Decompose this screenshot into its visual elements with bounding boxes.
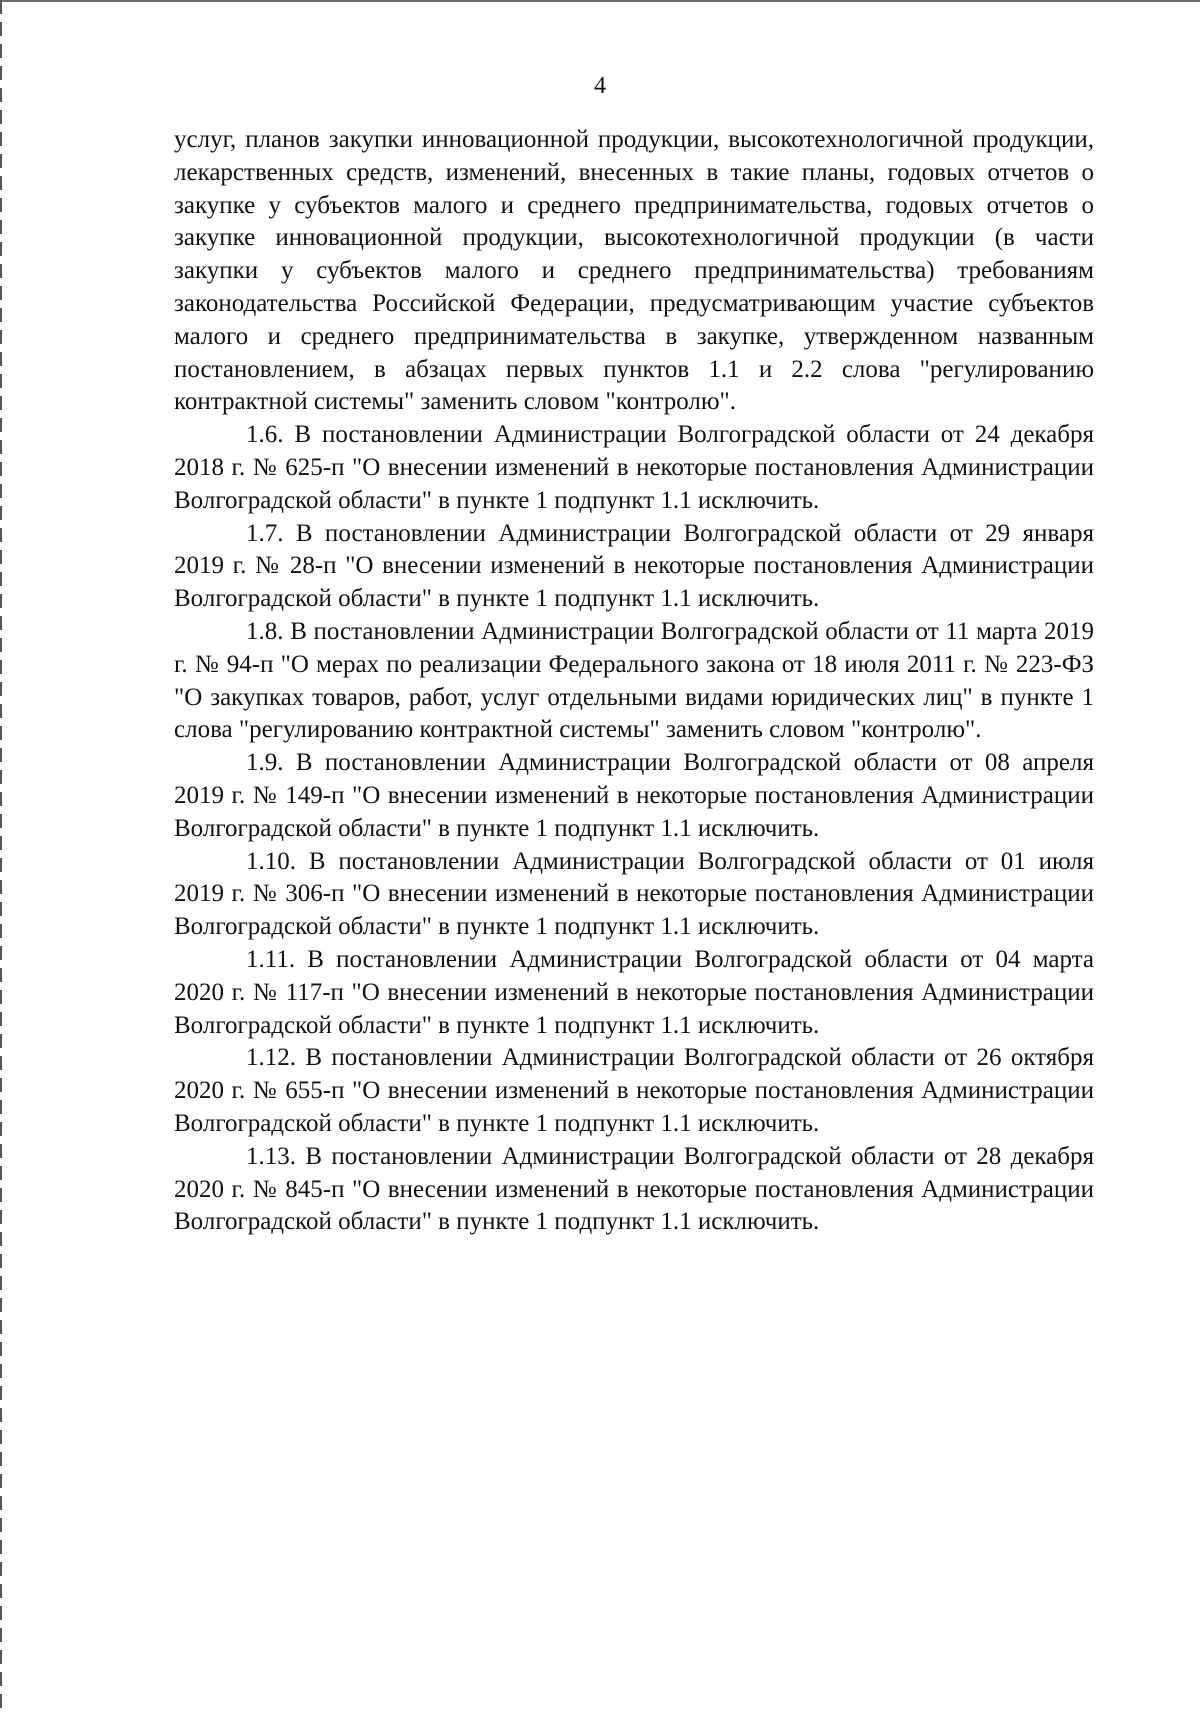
page-number: 4 <box>594 73 606 99</box>
paragraph-continued: услуг, планов закупки инновационной продукции, высокотехнологичной продукции, лекарственных средств, изменений, внесенных в такие планы, годовых отчетов о закупке у субъектов малого и среднего предпринимательства, годовых отчетов о закупке инновационной продукции, высокотехнологичной продукции (в части закупки у субъектов малого и среднего предпринимательства) требованиям законодательства Российской Федерации, предусматривающим участие субъектов малого и среднего предпринимательства в закупке, утвержденном названным постановлением, в абзацах первых пунктов 1.1 и 2.2 слова "регулированию контрактной системы" заменить словом "контролю". <box>174 126 1094 416</box>
paragraph-item-1-10: 1.10. В постановлении Администрации Волгоградской области от 01 июля 2019 г. № 306-п "О внесении изменений в некоторые постановления Администрации Волгоградской области" в пункте 1 подпункт 1.1 исключить. <box>174 847 1094 941</box>
paragraph-item-1-13: 1.13. В постановлении Администрации Волгоградской области от 28 декабря 2020 г. № 845-п "О внесении изменений в некоторые постановления Администрации Волгоградской области" в пункте 1 подпункт 1.1 исключить. <box>174 1142 1094 1236</box>
paragraph-item-1-12: 1.12. В постановлении Администрации Волгоградской области от 26 октября 2020 г. № 655-п "О внесении изменений в некоторые постановления Администрации Волгоградской области" в пункте 1 подпункт 1.1 исключить. <box>174 1044 1094 1137</box>
document-body <box>174 124 1094 1239</box>
paragraph-item-1-7: 1.7. В постановлении Администрации Волгоградской области от 29 января 2019 г. № 28-п "О внесении изменений в некоторые постановления Администрации Волгоградской области" в пункте 1 подпункт 1.1 исключить. <box>174 519 1094 613</box>
paragraph-item-1-9: 1.9. В постановлении Администрации Волгоградской области от 08 апреля 2019 г. № 149-п "О внесении изменений в некоторые постановления Администрации Волгоградской области" в пункте 1 подпункт 1.1 исключить. <box>174 749 1094 842</box>
paragraph-item-1-11: 1.11. В постановлении Администрации Волгоградской области от 04 марта 2020 г. № 117-п "О внесении изменений в некоторые постановления Администрации Волгоградской области" в пункте 1 подпункт 1.1 исключить. <box>174 945 1094 1039</box>
paragraph-item-1-8: 1.8. В постановлении Администрации Волгоградской области от 11 марта 2019 г. № 94-п "О мерах по реализации Федерального закона от 18 июля 2011 г. № 223-ФЗ "О закупках товаров, работ, услуг отдельными видами юридических лиц" в пункте 1 слова "регулированию контрактной системы" заменить словом "контролю". <box>174 617 1094 744</box>
paragraph-item-1-6: 1.6. В постановлении Администрации Волгоградской области от 24 декабря 2018 г. № 625-п "О внесении изменений в некоторые постановления Администрации Волгоградской области" в пункте 1 подпункт 1.1 исключить. <box>174 421 1094 514</box>
scan-top-edge <box>0 0 1200 2</box>
scan-left-edge <box>0 0 2 1712</box>
